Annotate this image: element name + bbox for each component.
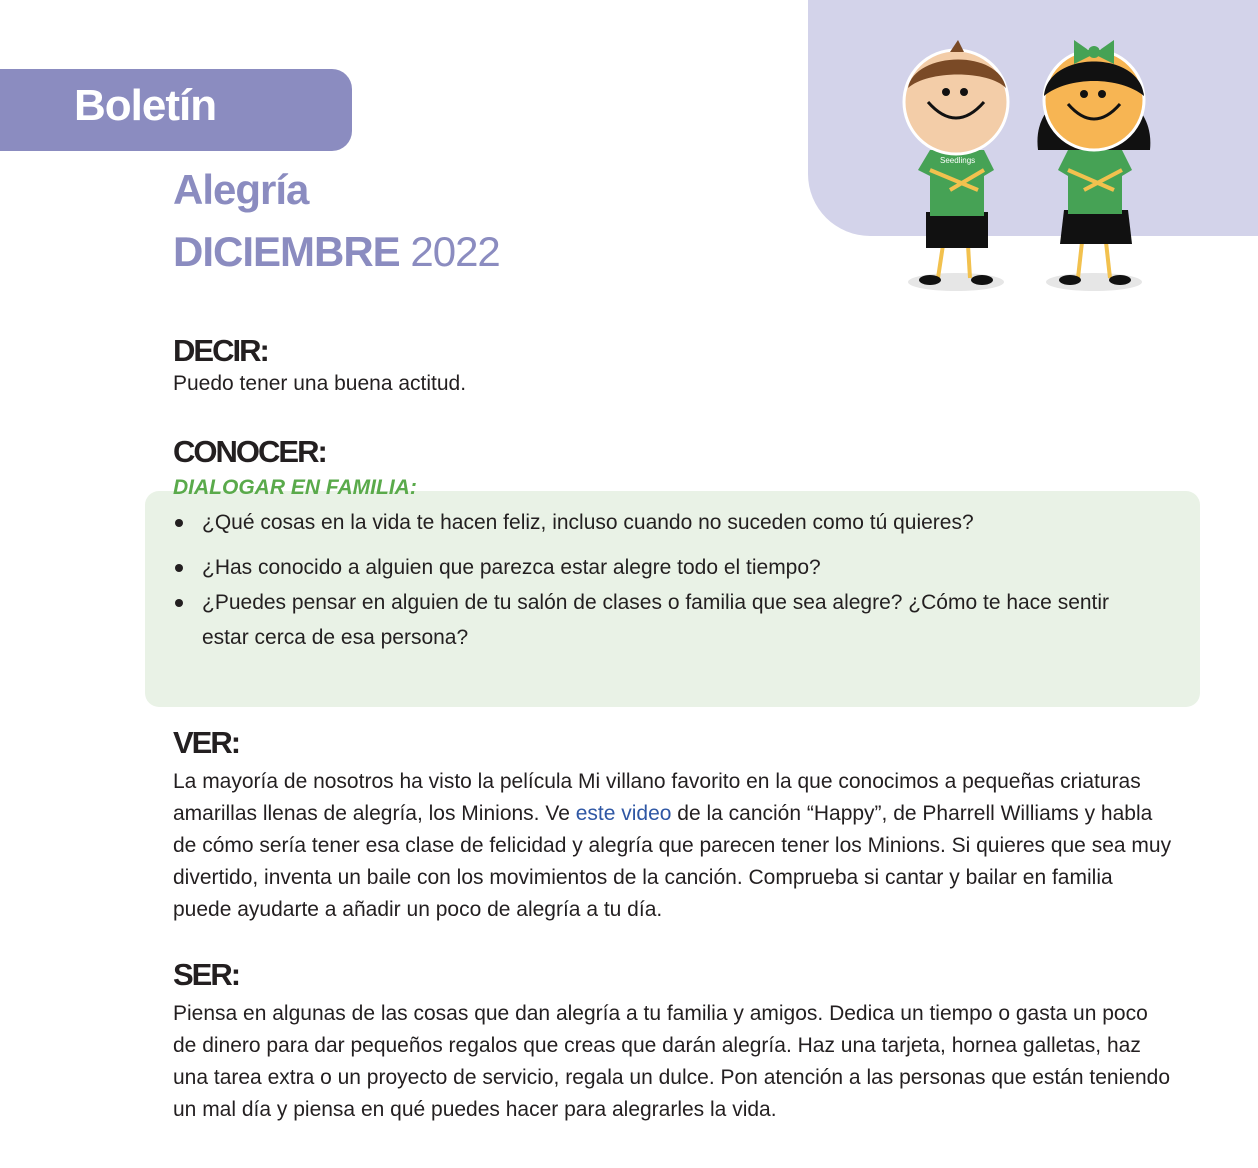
- ser-text: Piensa en algunas de las cosas que dan alegría a tu familia y amigos. Dedica un tiempo o gasta un poco de dinero para dar pequeños regalos que creas que darán alegría. Haz una tarjeta, hornea galletas, haz una tarea extra o un proyecto de servicio, regala un dulce. Pon atención a las personas que están teniendo un mal día y piensa en qué puedes hacer para alegrarles la vida.: [173, 1002, 1170, 1121]
- decir-heading: DECIR:: [173, 333, 268, 368]
- issue-date: [173, 228, 500, 276]
- decir-text: Puedo tener una buena actitud.: [173, 372, 467, 395]
- kids-mascot-illustration: [888, 30, 1168, 300]
- ver-text: [173, 766, 1173, 926]
- dialog-question-list: [173, 505, 1153, 655]
- theme-title: Alegría: [173, 166, 309, 213]
- issue-year: 2022: [410, 228, 500, 275]
- conocer-heading: CONOCER:: [173, 434, 326, 469]
- mascot-logo-text: Seedlings: [940, 156, 976, 165]
- banner-title: Boletín: [74, 81, 217, 130]
- dialog-label: DIALOGAR EN FAMILIA:: [173, 476, 417, 499]
- question-text: ¿Has conocido a alguien que parezca estar alegre todo el tiempo?: [202, 556, 821, 579]
- list-item: [173, 505, 1153, 540]
- ver-text-part1: La mayoría de nosotros ha visto la película Mi villano favorito en la que conocimos a pequeñas criaturas amarillas llenas de alegría, los Minions. Ve: [173, 770, 1141, 825]
- list-item: [173, 585, 1153, 655]
- bullet-icon: [175, 519, 183, 527]
- newsletter-banner: [0, 69, 352, 151]
- bullet-icon: [175, 599, 183, 607]
- ser-heading: SER:: [173, 957, 240, 992]
- issue-month: DICIEMBRE: [173, 228, 400, 275]
- question-text: ¿Puedes pensar en alguien de tu salón de clases o familia que sea alegre? ¿Cómo te hace sentir estar cerca de esa persona?: [202, 591, 1110, 649]
- girl-mascot: [1037, 40, 1150, 291]
- ver-heading: VER:: [173, 725, 240, 760]
- boy-mascot: [904, 40, 1008, 291]
- video-link[interactable]: este video: [575, 802, 672, 825]
- list-item: [173, 550, 1153, 585]
- ver-text-part2: de la canción “Happy”, de Pharrell Williams y habla de cómo sería tener esa clase de felicidad y alegría que parecen tener los Minions. Si quieres que sea muy divertido, inventa un baile con los movimientos de la canción. Comprueba si cantar y bailar en familia puede ayudarte a añadir un poco de alegría a tu día.: [173, 802, 1172, 921]
- bullet-icon: [175, 564, 183, 572]
- question-text: ¿Qué cosas en la vida te hacen feliz, incluso cuando no suceden como tú quieres?: [202, 511, 974, 534]
